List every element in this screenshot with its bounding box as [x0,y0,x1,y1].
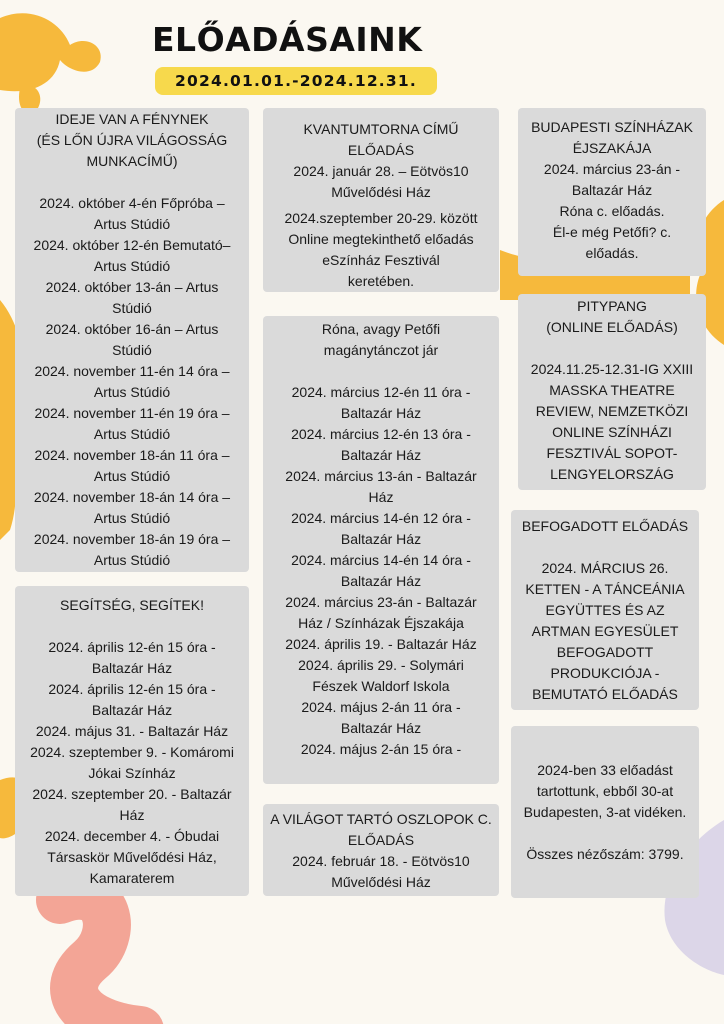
card-rona-avagy-petofi: Róna, avagy Petőfi magánytánczot jár 2024. március 12-én 11 óra - Baltazár Ház 2024. március 12-én 13 óra - Baltazár Ház 2024. március 13-án - Baltazár Ház 2024. március 14-én 12 óra - Baltazár Ház 2024. március 14-én 14 óra - Baltazár Ház 2024. március 23-án - Baltazár Ház / Színházak Éjszakája 2024. április 19. - Baltazár Ház 2024. április 29. - Solymári Fészek Waldorf Iskola 2024. május 2-án 11 óra - Baltazár Ház 2024. május 2-án 15 óra - [263,316,499,784]
card-pitypang: PITYPANG (ONLINE ELŐADÁS) 2024.11.25-12.31-IG XXIII MASSKA THEATRE REVIEW, NEMZETKÖZI ONLINE SZÍNHÁZI FESZTIVÁL SOPOT- LENGYELORSZÁG [518,294,706,490]
card-title: SEGÍTSÉG, SEGÍTEK! [60,597,204,613]
card-title: BEFOGADOTT ELŐADÁS [521,518,689,534]
date-range-badge: 2024.01.01.-2024.12.31. [155,67,437,95]
orange-splash-top-left [0,13,101,91]
card-title: Róna, avagy Petőfi [321,321,441,337]
card-summary: 2024-ben 33 előadást tartottunk, ebből 30-at Budapesten, 3-at vidéken. Összes nézőszám: 3799. [511,726,699,898]
card-title: KVANTUMTORNA CÍMŰ ELŐADÁS [303,121,459,158]
card-dates: 2024. április 12-én 15 óra - Baltazár Ház 2024. április 12-én 15 óra - Baltazár Ház 2024. május 31. - Baltazár Ház 2024. szeptember 9. - Komáromi Jókai Színház 2024. szeptember 20. - Baltazár Ház 2024. december 4. - Óbudai Társaskör Művelődési Ház, Kamaraterem [30,639,234,886]
page-title: ELŐADÁSAINK [152,20,423,59]
pink-ribbon-bottom [60,896,140,1024]
card-title: PITYPANG [577,298,647,314]
card-befogadott-eloadas: BEFOGADOTT ELŐADÁS 2024. MÁRCIUS 26. KETTEN - A TÁNCEÁNIA EGYÜTTES ÉS AZ ARTMAN EGYESÜLET BEFOGADOTT PRODUKCIÓJA - BEMUTATÓ ELŐADÁS [511,510,699,710]
card-title: A VILÁGOT TARTÓ OSZLOPOK C. [270,811,492,827]
card-dates: 2024. március 12-én 11 óra - Baltazár Ház 2024. március 12-én 13 óra - Baltazár Ház 2024. március 13-án - Baltazár Ház 2024. március 14-én 12 óra - Baltazár Ház 2024. március 14-én 14 óra - Baltazár Ház 2024. március 23-án - Baltazár Ház / Színházak Éjszakája 2024. április 19. - Baltazár Ház 2024. április 29. - Solymári Fészek Waldorf Iskola 2024. május 2-án 11 óra - Baltazár Ház 2024. május 2-án 15 óra - [285,384,477,757]
card-dates: 2024. október 4-én Főpróba – Artus Stúdió 2024. október 12-én Bemutató– Artus Stúdió 2024. október 13-án – Artus Stúdió 2024. október 16-án – Artus Stúdió 2024. november 11-én 14 óra – Artus Stúdió 2024. november 11-én 19 óra – Artus Stúdió 2024. november 18-án 11 óra – Artus Stúdió 2024. november 18-án 14 óra – Artus Stúdió 2024. november 18-án 19 óra – Artus Stúdió [33,195,231,568]
card-title: IDEJE VAN A FÉNYNEK (ÉS LŐN ÚJRA VILÁGOSSÁG MUNKACÍMŰ) [36,111,228,169]
card-budapesti-szinhazak-ejszakaja: BUDAPESTI SZÍNHÁZAK ÉJSZAKÁJA 2024. március 23-án - Baltazár Ház Róna c. előadás. Él-e még Petőfi? c. előadás. [518,108,706,276]
card-title: BUDAPESTI SZÍNHÁZAK [531,119,693,135]
total-viewers: Összes nézőszám: 3799. [526,845,684,862]
card-ideje-van-a-fenynek [15,108,249,572]
card-vilagot-tarto-oszlopok: A VILÁGOT TARTÓ OSZLOPOK C. ELŐADÁS 2024. február 18. - Eötvös10 Művelődési Ház [263,804,499,896]
card-kvantumtorna: KVANTUMTORNA CÍMŰ ELŐADÁS 2024. január 28. – Eötvös10 Művelődési Ház 2024.szeptember 20-29. között Online megtekinthető előadás eSzínház Fesztivál keretében. [263,108,499,292]
card-segitseg-segitek [15,586,249,896]
